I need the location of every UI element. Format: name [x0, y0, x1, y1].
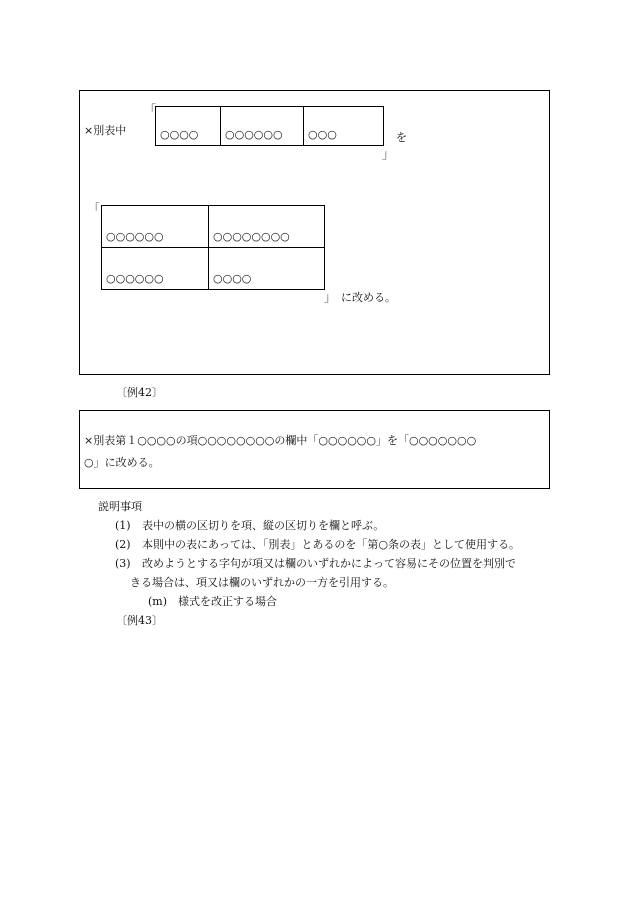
notes-heading: 説明事項	[98, 500, 142, 513]
section-m-title: 様式を改正する場合	[178, 595, 277, 608]
note-1-text: 表中の横の区切りを項、縦の区切りを欄と呼ぶ。	[142, 519, 385, 532]
source-table	[155, 106, 384, 146]
note-2-text: 本則中の表にあっては、「別表」とあるのを「第○条の表」として使用する。	[142, 538, 520, 551]
example-41-suffix: に改める。	[341, 291, 396, 304]
table-cell: ○○○○	[156, 107, 221, 146]
table-cell: ○○○○	[209, 248, 325, 290]
table-cell: ○○○○○○	[102, 248, 209, 290]
open-bracket: 「	[144, 103, 157, 117]
table-row	[102, 248, 325, 290]
note-3-text: 改めようとする字句が項又は欄のいずれかによって容易にその位置を判別で	[142, 557, 516, 570]
note-3-continuation: きる場合は、項又は欄のいずれかの一方を引用する。	[130, 576, 394, 589]
table-cell: ○○○○○○	[221, 107, 304, 146]
example-41-prefix: ×別表中	[84, 124, 127, 137]
example-42-label: 〔例42〕	[116, 386, 163, 399]
target-table	[101, 205, 325, 290]
example-42-box	[79, 410, 550, 489]
example-42-line-2: ○」に改める。	[84, 456, 160, 469]
table-row	[156, 107, 384, 146]
note-1-number: (1)	[115, 519, 131, 532]
example-42-line-1: ×別表第１○○○○の項○○○○○○○○の欄中「○○○○○○」を「○○○○○○○	[84, 434, 477, 447]
connector-text: を	[396, 131, 407, 144]
example-43-label: 〔例43〕	[116, 614, 163, 627]
table-row	[102, 206, 325, 248]
table-cell: ○○○○○○	[102, 206, 209, 248]
note-3-number: (3)	[115, 557, 131, 570]
section-m-number: (m)	[148, 595, 168, 608]
target-close-bracket: 」	[324, 290, 337, 304]
note-2-number: (2)	[115, 538, 131, 551]
table-cell: ○○○	[304, 107, 384, 146]
target-open-bracket: 「	[88, 202, 101, 216]
close-bracket: 」	[382, 147, 395, 161]
table-cell: ○○○○○○○○	[209, 206, 325, 248]
